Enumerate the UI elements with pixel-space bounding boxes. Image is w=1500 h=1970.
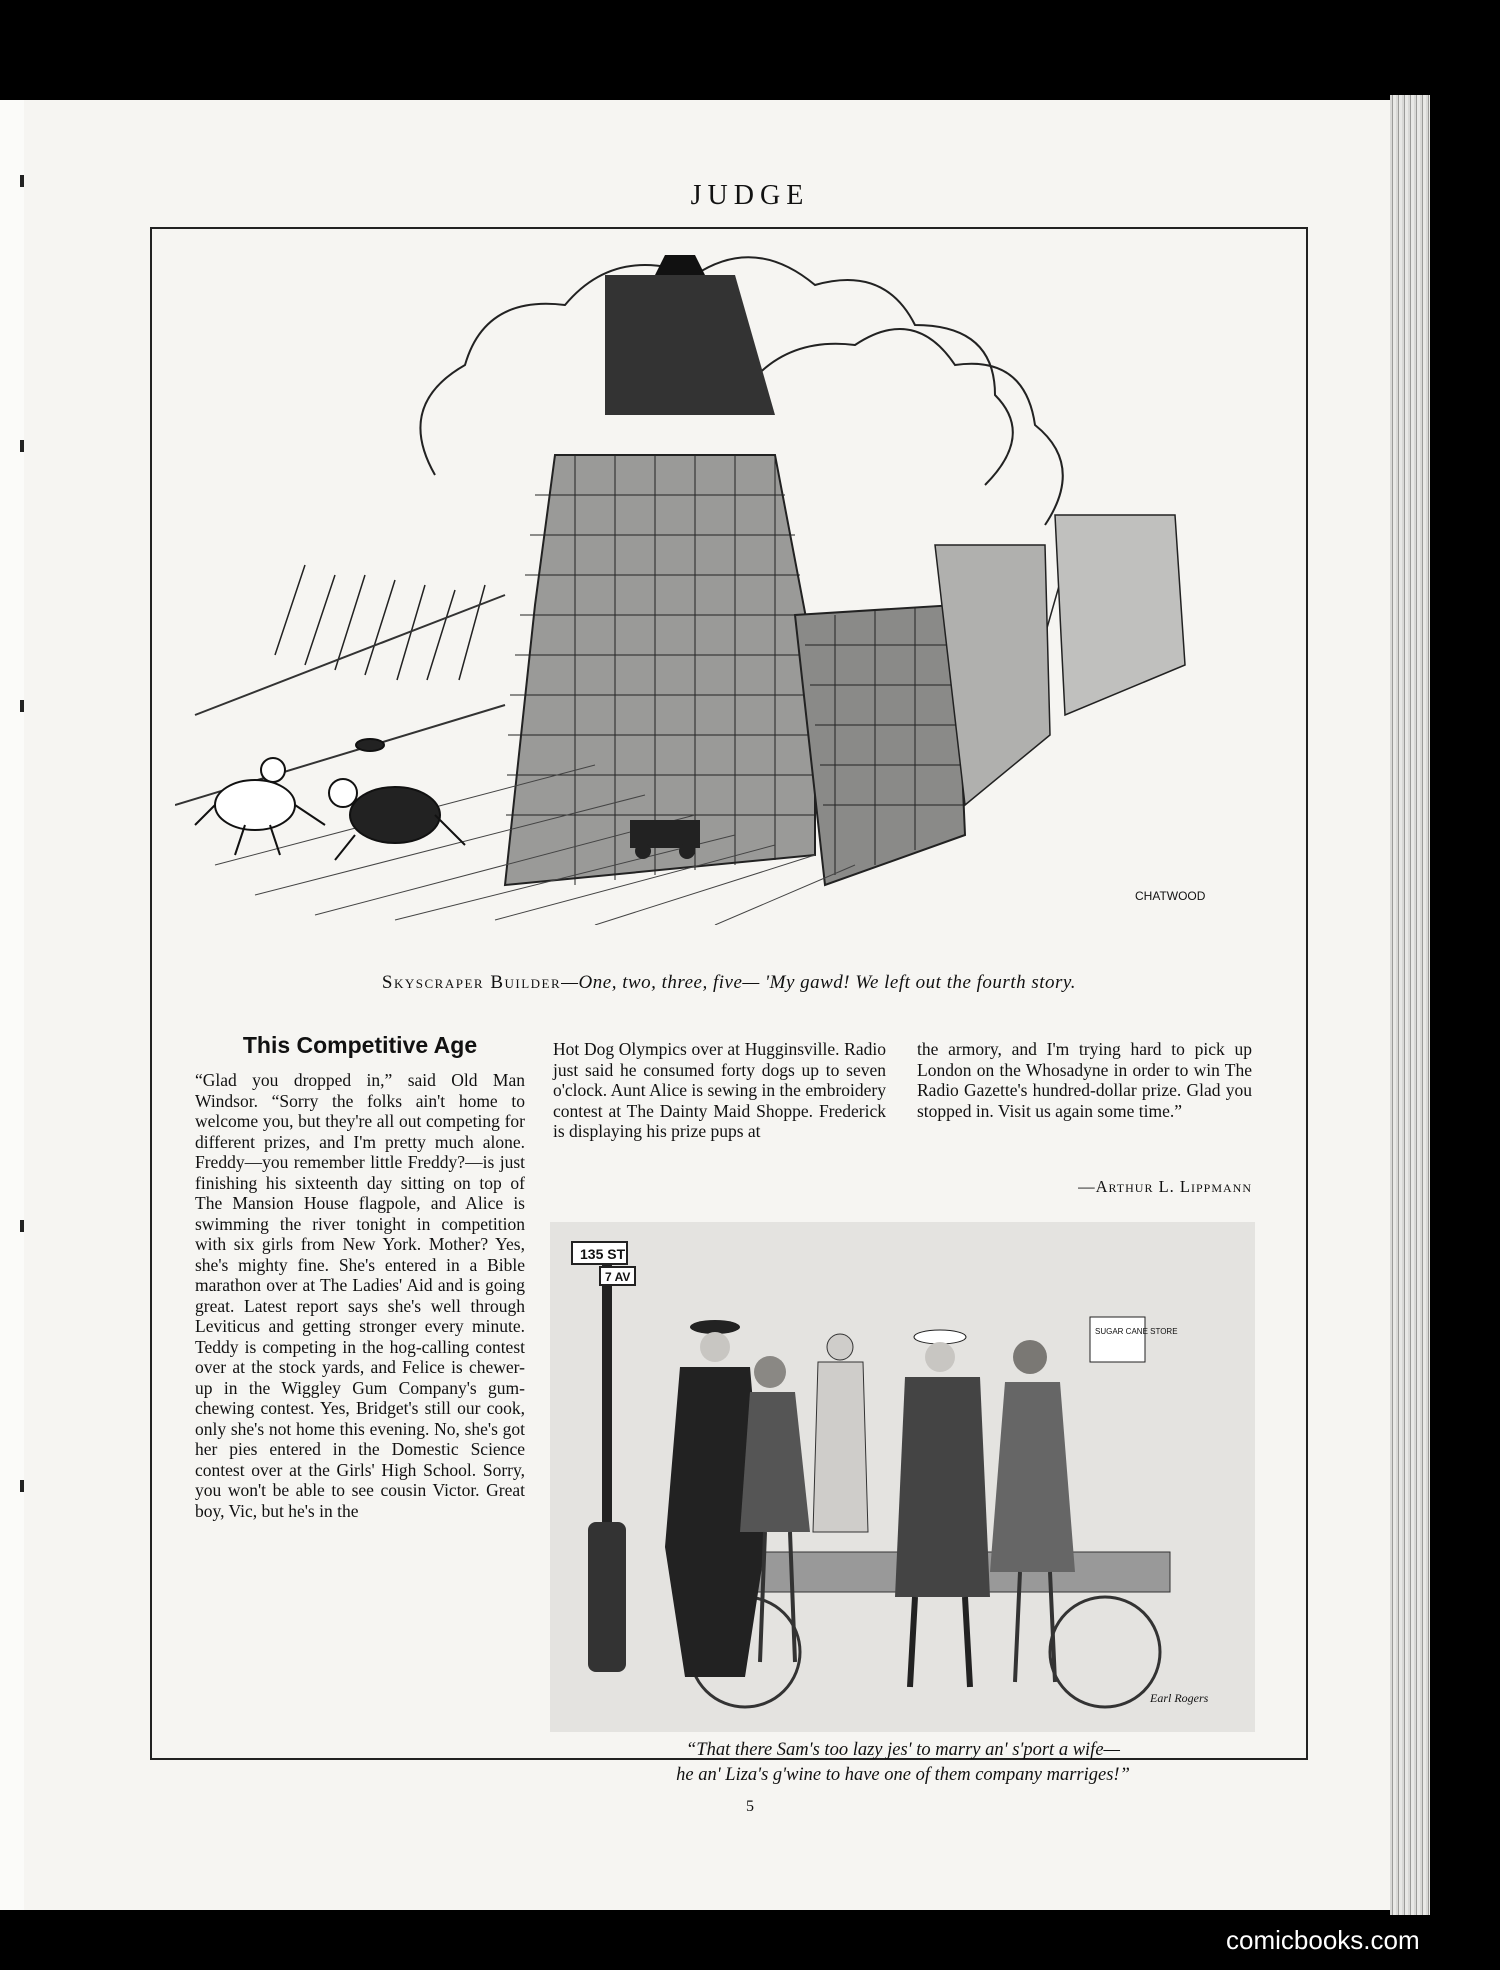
frame-top [150,227,1308,229]
street-sign-135: 135 ST [580,1246,626,1262]
caption-line-2: he an' Liza's g'wine to have one of them company marriges!” [676,1765,1130,1785]
magazine-title: JUDGE [690,180,810,211]
article-column-1: “Glad you dropped in,” said Old Man Windsor. “Sorry the folks ain't home to welcome you, but they're all out competing for different prizes, and I'm pretty much alone. Freddy—you remember little Freddy?—is just finishing his sixteenth day sitting on top of The Mansion House flagpole, and Alice is swimming the river tonight in competition with six girls from New York. Mother? Yes, she's mighty fine. She's entered in a Bible marathon over at The Ladies' Aid and is going great. Latest report says she's well through Leviticus and getting stronger every minute. Teddy is competing in the hog-calling contest over at the stock yards, and Felice is chewer-up in the Wiggley Gum Company's gum-chewing contest. Yes, Bridget's still our cook, only she's not home this evening. No, she's got her pies entered in the Domestic Science contest over at the Girls' High School. Sorry, you won't be able to see cousin Victor. Great boy, Vic, but he's in the [195,1070,525,1521]
street-sign-avenue: 7 AV [605,1270,631,1284]
cartoon-caption [150,972,1308,994]
artist-signature: Earl Rogers [1150,1691,1209,1705]
article-column-2: Hot Dog Olympics over at Hugginsville. Radio just said he consumed forty dogs up to seven o'clock. Aunt Alice is sewing in the embroidery contest at The Dainty Maid Shoppe. Frederick is displaying his prize pups at [553,1039,886,1141]
article-byline: —Arthur L. Lippmann [1078,1177,1252,1196]
caption-text: —One, two, three, five— 'My gawd! We left out the fourth story. [561,972,1077,993]
watermark: comicbooks.com [1226,1925,1420,1955]
street-scene-cartoon [550,1222,1255,1732]
page-stack-edges [1390,95,1430,1915]
street-cartoon-caption [553,1738,1253,1788]
caption-speaker: Skyscraper Builder [381,972,562,993]
article-title: This Competitive Age [242,1032,478,1058]
caption-line-1: “That there Sam's too lazy jes' to marry an' s'port a wife— [686,1740,1120,1760]
article-column-3: the armory, and I'm trying hard to pick up London on the Whosadyne in order to win The Radio Gazette's hundred-dollar prize. Glad you stopped in. Visit us again some time.” [917,1039,1252,1121]
skyscraper-cartoon [175,245,1285,925]
page-number: 5 [746,1798,754,1815]
stand-sign: SUGAR CANE STORE [1095,1327,1178,1336]
cartoon-signature: CHATWOOD [1135,889,1206,903]
